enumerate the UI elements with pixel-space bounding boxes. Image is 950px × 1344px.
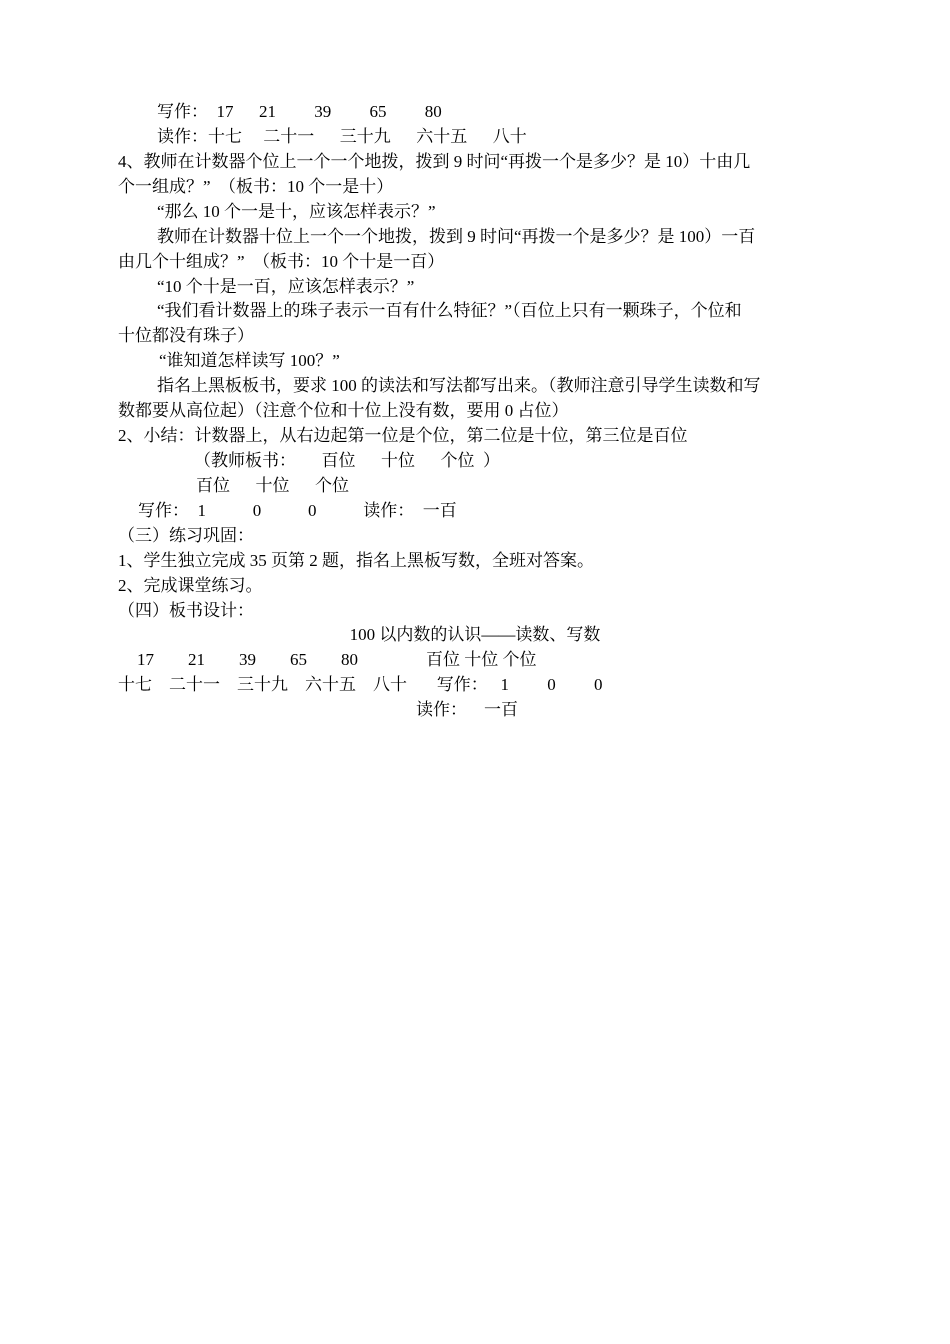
write-read-100-line: 写作： 1 0 0 读作： 一百	[138, 501, 457, 520]
exercise-2-line: 2、完成课堂练习。	[118, 576, 263, 595]
step-4-line-2: 个一组成？” （板书：10 个一是十）	[118, 177, 394, 196]
board-chinese-numbers-line: 十七 二十一 三十九 六十五 八十 写作： 1 0 0	[118, 675, 603, 694]
read-numbers-line: 读作：十七 二十一 三十九 六十五 八十	[157, 127, 527, 146]
board-read-line: 读作： 一百	[416, 700, 518, 719]
hundred-feature-line-1: “我们看计数器上的珠子表示一百有什么特征？”（百位上只有一颗珠子，个位和	[157, 301, 742, 320]
question-ten-ones: “那么 10 个一是十，应该怎样表示？”	[157, 202, 436, 221]
blackboard-paragraph-line-1: 指名上黑板板书，要求 100 的读法和写法都写出来。（教师注意引导学生读数和写	[157, 376, 761, 395]
board-numbers-line: 17 21 39 65 80 百位 十位 个位	[137, 650, 537, 669]
tens-paragraph-line-2: 由几个十组成？” （板书：10 个十是一百）	[118, 252, 445, 271]
place-values-line: 百位 十位 个位	[196, 476, 349, 495]
exercise-1-line: 1、学生独立完成 35 页第 2 题，指名上黑板写数，全班对答案。	[118, 551, 594, 570]
question-read-write-100: “谁知道怎样读写 100？”	[159, 351, 340, 370]
blackboard-paragraph-line-2: 数都要从高位起）（注意个位和十位上没有数，要用 0 占位）	[118, 401, 569, 420]
write-numbers-line: 写作： 17 21 39 65 80	[157, 102, 442, 121]
board-design-title: 100 以内数的认识——读数、写数	[349, 625, 601, 644]
summary-line: 2、小结：计数器上，从右边起第一位是个位，第二位是十位，第三位是百位	[118, 426, 688, 445]
teacher-board-line: （教师板书： 百位 十位 个位 ）	[194, 451, 500, 470]
section-3-heading: （三）练习巩固：	[118, 526, 254, 545]
tens-paragraph-line-1: 教师在计数器十位上一个一个地拨，拨到 9 时问“再拨一个是多少？是 100）一百	[157, 227, 756, 246]
section-4-heading: （四）板书设计：	[118, 601, 254, 620]
step-4-line-1: 4、教师在计数器个位上一个一个地拨，拨到 9 时问“再拨一个是多少？是 10）十由几	[118, 152, 751, 171]
question-ten-tens: “10 个十是一百，应该怎样表示？”	[157, 277, 415, 296]
hundred-feature-line-2: 十位都没有珠子）	[118, 326, 254, 345]
